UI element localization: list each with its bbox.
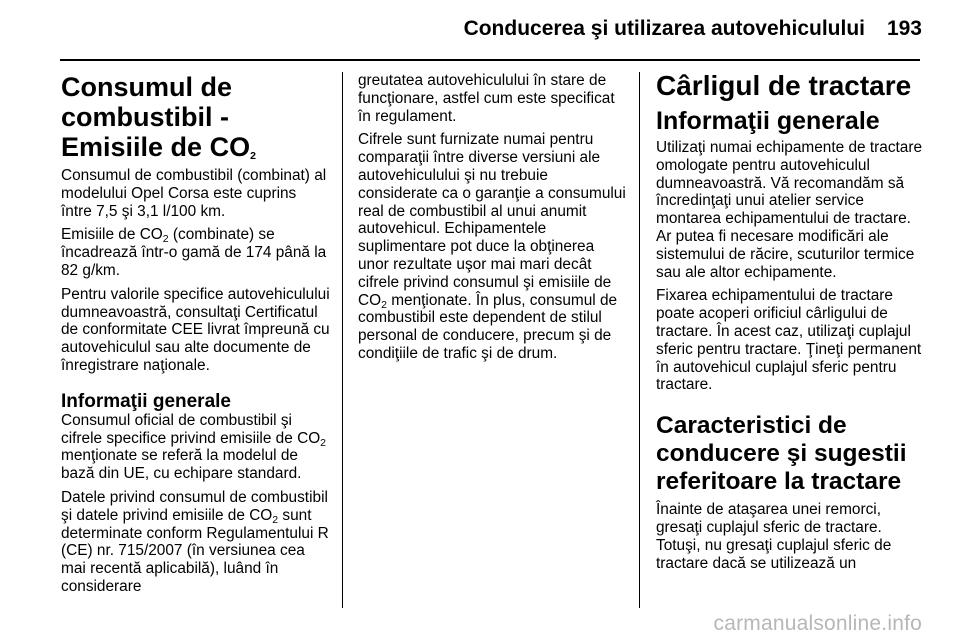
subheading-general-info: Informaţii generale [61,390,231,412]
watermark-text: carmanualsonline.info [713,612,922,635]
paragraph-greasing: Înainte de ataşarea unei remorci, gresaţi cuplajul sferic de tractare. Totuşi, nu gresaţi cuplajul sferic de tractare dacă se utilizează un [656,501,892,572]
section-heading-driving-characteristics: Caracteristici de conducere şi sugestii referitoare la tractare [656,412,907,496]
subheading-general-info-towing: Informaţii generale [656,107,880,135]
paragraph-regulation: Datele privind consumul de combustibil şi datele privind emisiile de $CO_2$ sunt determinate conform Regulamentului R (CE) nr. 715/2007 (în versiunea cea mai recentă aplicabilă), luând în considerare [61,488,329,595]
paragraph-vehicle-weight: greutatea autovehiculului în stare de funcţionare, astfel cum este specificat în regulament. [358,72,615,125]
heading-subscript: 2 [250,150,256,162]
section-heading-towing-hook: Cârligul de tractare [656,70,912,101]
page-number: 193 [886,17,922,40]
paragraph-official-figures: Consumul oficial de combustibil şi cifrele specifice privind emisiile de $CO_2$ menţionate se referă la modelul de bază din UE, cu echipare standard. [61,411,327,483]
paragraph-consumption-range: Consumul de combustibil (combinat) al modelului Opel Corsa este cuprins între 7,5 şi 3,1 l/100 km. [61,167,327,220]
column-2 [358,72,628,369]
heading-line-1: Consumul de combustibil - [61,72,233,132]
paragraph-approved-equipment: Utilizaţi numai echipamente de tractare omologate pentru autovehiculul dumneavoastră. Vă recomandăm să încredinţaţi unui atelier service montarea echipamentului de tractare. Ar putea fi necesare modificări ale sistemului de răcire, scuturilor termice sau ale altor echipamente. [656,139,923,281]
header-divider [60,59,920,61]
running-header-title: Conducerea şi utilizarea autovehiculului [463,17,865,40]
paragraph-ball-coupling: Fixarea echipamentului de tractare poate acoperi orificiul cârligului de tractare. În acest caz, utilizaţi cuplajul sferic pentru tractare. Ţineţi permanent în autovehicul cuplajul sferic pentru tractare. [656,287,922,394]
section-heading-fuel-consumption [61,72,331,162]
column-divider-2 [639,72,640,608]
paragraph-emissions-range: Emisiile de $CO_2$ (combinate) se încadrează într-o gamă de 174 până la 82 g/km. [61,226,327,279]
paragraph-comparison-note: Cifrele sunt furnizate numai pentru comparaţii între diverse versiuni ale autovehiculului şi nu trebuie considerate ca o garanţie a consumului real de combustibil al unui anumit autovehicul. Echipamentele suplimentare pot duce la obţinerea unor rezultate uşor mai mari decât cifrele privind consumul şi emisiile de $CO_2$ menţionate. În plus, consumul de combustibil este dependent de stilul personal de conducere, precum şi de condiţiile de trafic şi de drum. [358,131,626,362]
column-1 [61,72,331,596]
heading-line-2: Emisiile de CO [61,132,251,162]
column-3 [656,70,926,572]
column-divider-1 [342,72,343,608]
paragraph-specific-values: Pentru valorile specifice autovehiculului dumneavoastră, consultaţi Certificatul de conformitate CEE livrat împreună cu autovehiculul sau alte documente de înregistrare naţionale. [61,285,330,374]
